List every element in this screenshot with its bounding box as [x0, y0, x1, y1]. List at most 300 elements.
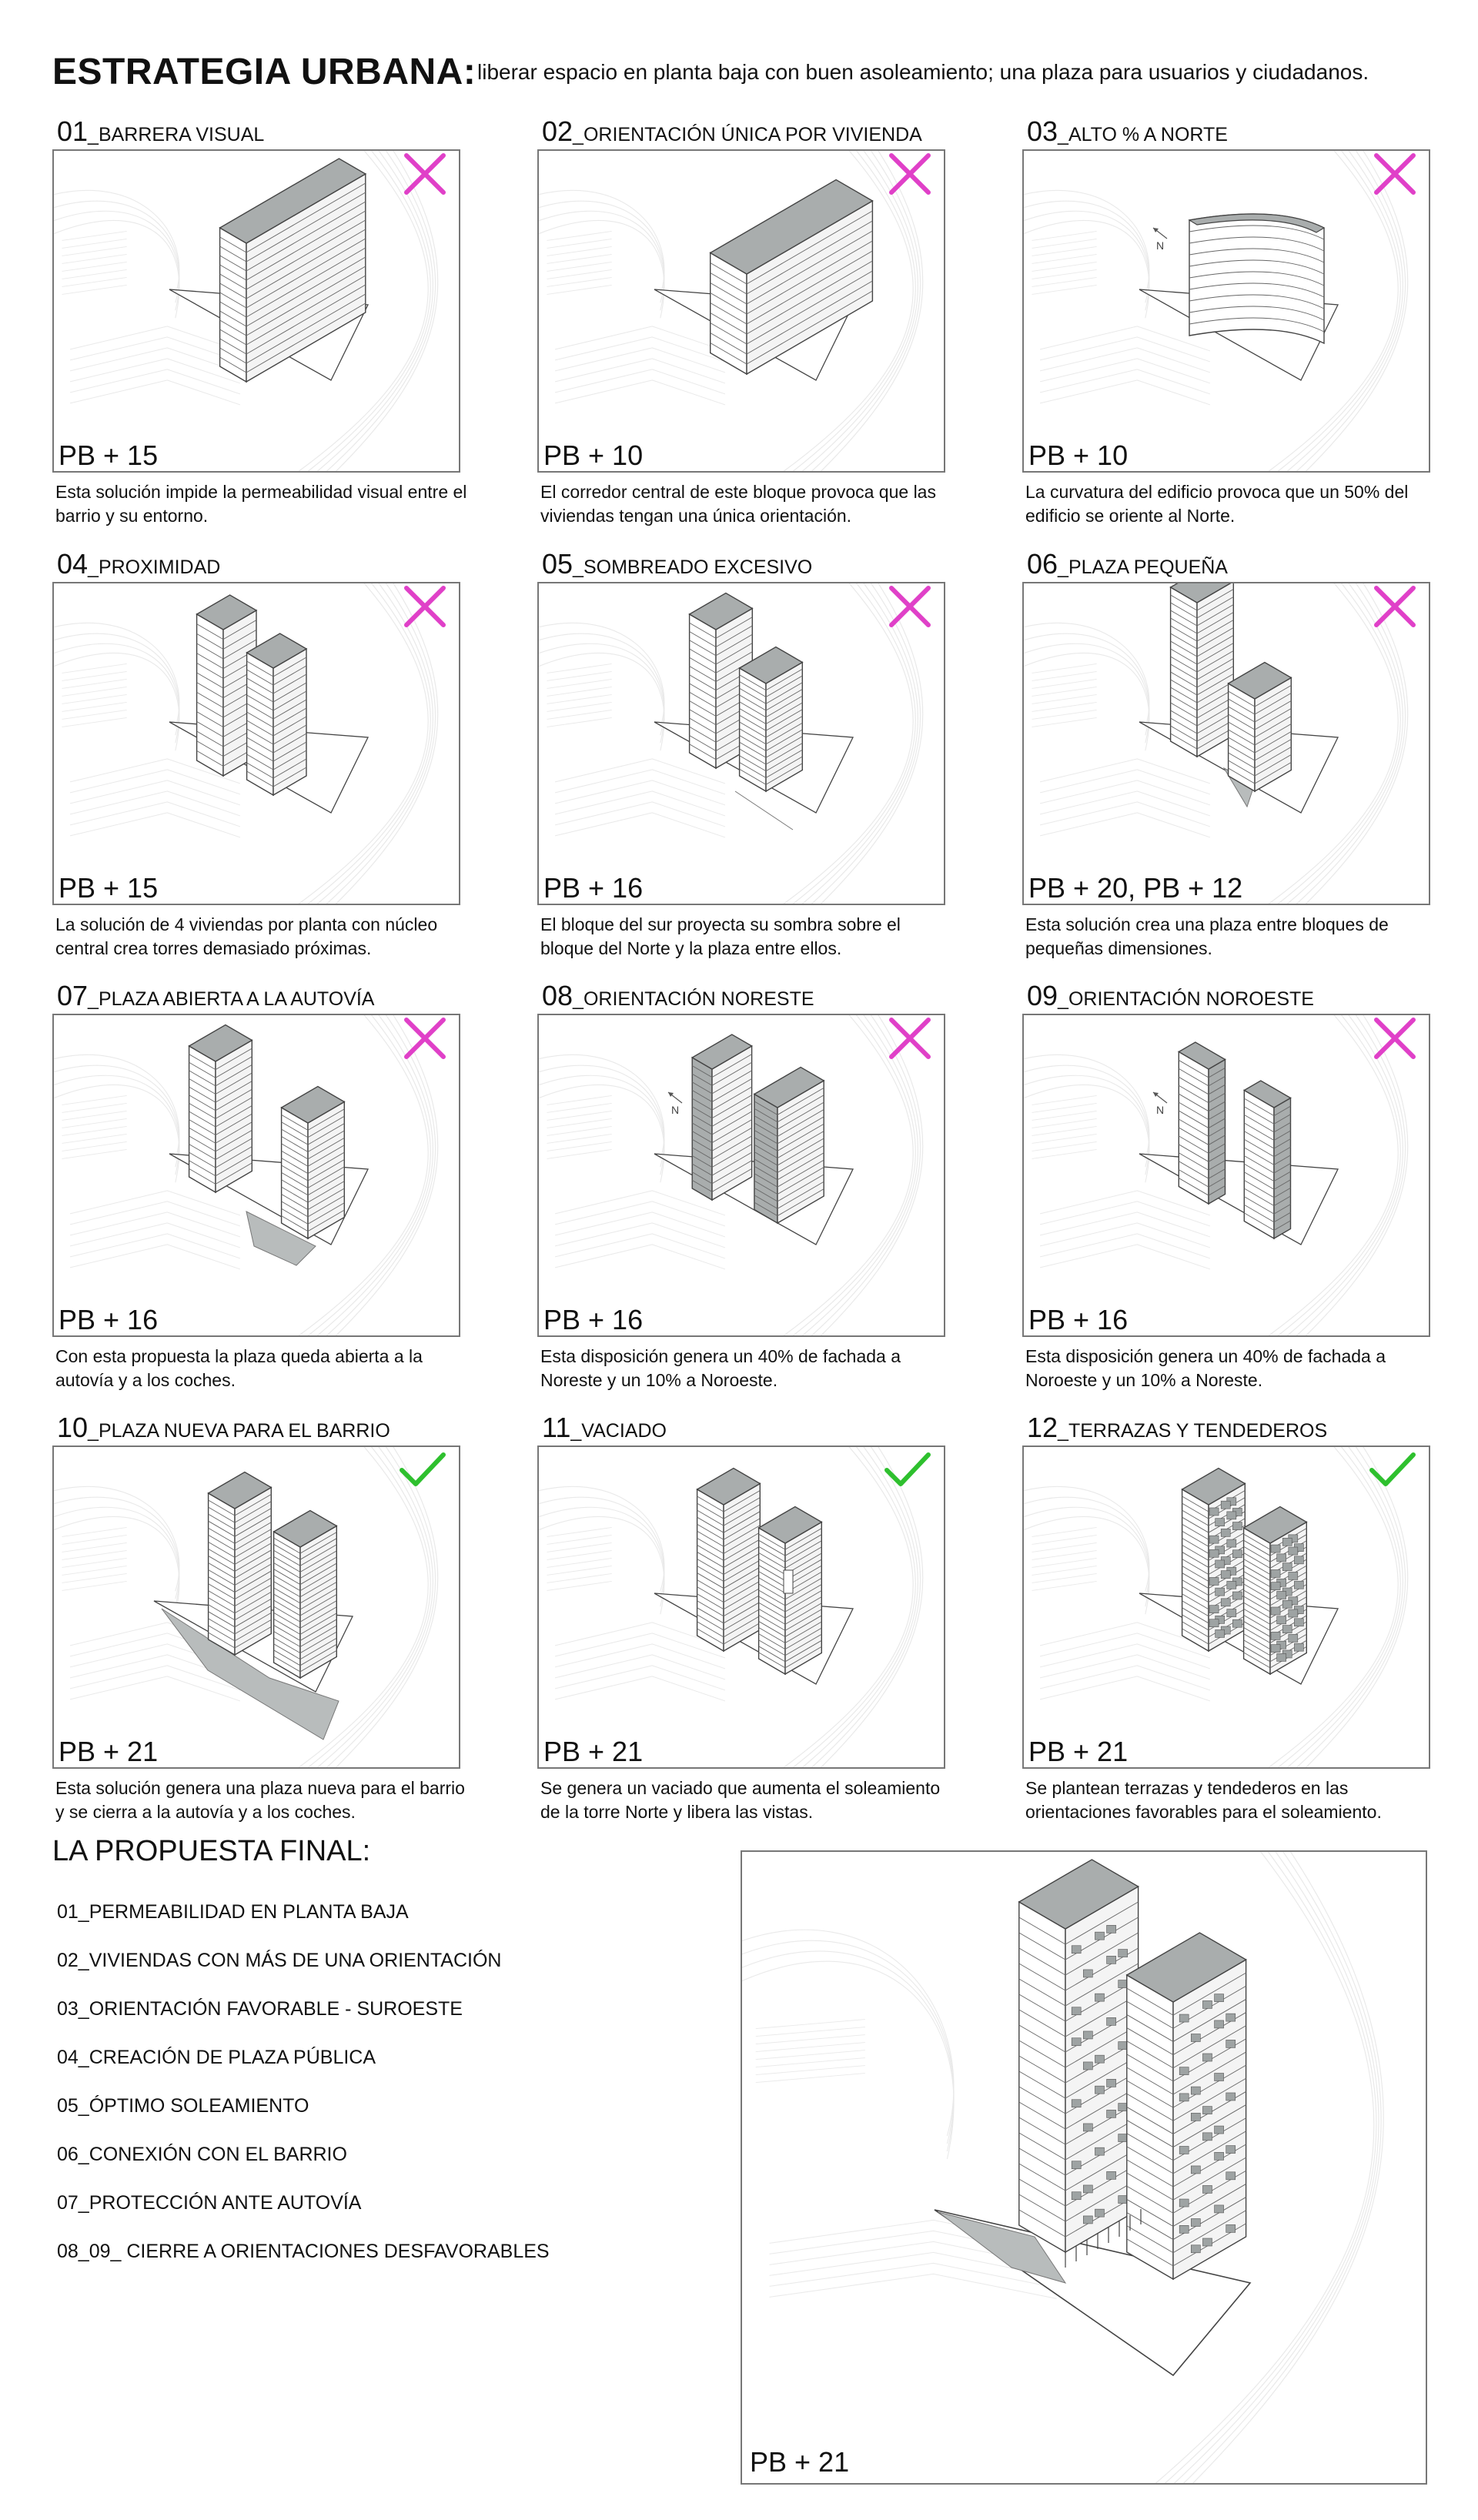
context-block [1032, 262, 1097, 271]
tower-slab [711, 180, 873, 375]
facade-left [759, 1528, 785, 1674]
facade-left [1127, 1975, 1173, 2279]
context-block [1032, 1134, 1097, 1143]
terrace [1289, 1572, 1298, 1579]
context-block [70, 1245, 240, 1269]
panel-label: _PROXIMIDAD [88, 556, 221, 578]
final-floor-count: PB + 21 [750, 2446, 854, 2478]
context-block [1040, 1223, 1210, 1248]
context-block [1040, 1655, 1210, 1679]
panel-label: _ALTO % A NORTE [1058, 124, 1228, 145]
road-curve [539, 653, 664, 750]
terrace [1271, 1545, 1280, 1552]
terrace [1289, 1634, 1298, 1642]
panel-title [1027, 980, 1314, 1012]
context-block [547, 702, 612, 711]
context-block [1032, 694, 1097, 704]
terrace [1191, 2087, 1200, 2094]
page-title: ESTRATEGIA URBANA: [52, 52, 477, 92]
facade-left [1019, 1902, 1065, 2252]
terrace [1179, 2067, 1189, 2075]
context-block [555, 780, 725, 805]
context-block [1040, 1245, 1210, 1269]
context-block [555, 1223, 725, 1248]
context-block [1040, 380, 1210, 405]
context-block [1032, 710, 1097, 719]
context-block [547, 1134, 612, 1143]
tower-south [282, 1087, 345, 1239]
terrace [1282, 1563, 1292, 1571]
context-block [62, 1141, 127, 1151]
context-block [62, 1118, 127, 1128]
context-block [70, 1212, 240, 1237]
road-curve [1024, 633, 1149, 735]
terrace [1277, 1554, 1286, 1562]
page-subtitle: liberar espacio en planta baja con buen asoleamiento; una plaza para usuarios y ciudadanos. [477, 60, 1369, 84]
road-curve [1024, 201, 1149, 302]
terrace [1107, 2110, 1116, 2117]
cross-icon [1376, 588, 1413, 625]
panel-title [57, 548, 220, 580]
check-icon [1372, 1455, 1413, 1484]
road-curve [539, 1085, 664, 1182]
context-block [555, 813, 725, 837]
terrace [1095, 2209, 1104, 2217]
terrace [1179, 2225, 1189, 2233]
terrace [1095, 2147, 1104, 2155]
context-block [1040, 348, 1210, 373]
context-block [1032, 1111, 1097, 1120]
terrace [1277, 1616, 1286, 1624]
panel-description: La solución de 4 viviendas por planta con núcleo central crea torres demasiado próximas. [55, 914, 438, 958]
context-block [555, 770, 725, 794]
context-block [547, 694, 612, 704]
terrace [1202, 2185, 1212, 2193]
context-block [547, 717, 612, 727]
terrace [1282, 1538, 1292, 1546]
check-icon [887, 1455, 928, 1484]
terrace [1191, 2113, 1200, 2121]
context-block [547, 254, 612, 263]
context-block [756, 2074, 865, 2083]
terrace [1072, 2192, 1081, 2200]
panel-diagram [537, 1014, 945, 1337]
context-block [547, 1550, 612, 1559]
terrace [1216, 1588, 1225, 1596]
terrace [1119, 1950, 1128, 1957]
terrace [1119, 2104, 1128, 2111]
terrace [1277, 1653, 1286, 1661]
terrace [1107, 2079, 1116, 2087]
road-curve [319, 1447, 437, 1767]
context-block [555, 1202, 725, 1226]
context-block [62, 1542, 127, 1552]
context-block [547, 239, 612, 248]
tower-south [740, 647, 803, 792]
context-block [70, 1191, 240, 1215]
road-curve [742, 1940, 954, 2144]
context-block [1040, 369, 1210, 394]
context-block [1040, 791, 1210, 816]
road-curve [54, 1065, 179, 1167]
terrace [1221, 1599, 1230, 1606]
terrace [1216, 1519, 1225, 1526]
context-block [547, 687, 612, 696]
panel-diagram [537, 1445, 945, 1769]
road-curve [54, 220, 179, 318]
context-block [62, 269, 127, 279]
header [52, 51, 1438, 97]
context-block [1040, 1212, 1210, 1237]
context-block [62, 717, 127, 727]
context-block [1032, 231, 1097, 240]
context-block [62, 1134, 127, 1143]
context-block [547, 1566, 612, 1575]
panel-diagram [52, 582, 460, 905]
context-block [62, 1558, 127, 1567]
axonometric-drawing [539, 1015, 944, 1335]
terrace [1202, 2238, 1212, 2246]
context-block [62, 1095, 127, 1105]
tower-south [1244, 1081, 1290, 1238]
tower-south [1127, 1933, 1246, 2279]
terrace [1271, 1607, 1280, 1615]
context-block [1032, 1149, 1097, 1158]
check-mark [402, 1455, 443, 1484]
terrace [1095, 2086, 1104, 2094]
context-block [1032, 1573, 1097, 1583]
panel-diagram [52, 149, 460, 473]
context-block [62, 694, 127, 704]
panel-diagram [1022, 582, 1430, 905]
road-curve [539, 1065, 664, 1167]
final-proposal-list [57, 1901, 550, 2289]
axonometric-drawing [1024, 1447, 1429, 1767]
terrace [1107, 2017, 1116, 2025]
panel-title [57, 115, 264, 148]
panel-diagram [52, 1445, 460, 1769]
check-mark [1372, 1455, 1413, 1484]
context-block [547, 1527, 612, 1536]
cross-icon [891, 588, 928, 625]
context-block [547, 671, 612, 680]
context-block [70, 1234, 240, 1258]
facade-left [1182, 1489, 1209, 1651]
context-block [1040, 326, 1210, 351]
floor-count: PB + 21 [1028, 1736, 1131, 1767]
context-block [547, 1558, 612, 1567]
context-block [1032, 1535, 1097, 1544]
context-block [547, 663, 612, 673]
context-block [62, 285, 127, 294]
cross-icon [1376, 1020, 1413, 1057]
context-block [62, 246, 127, 256]
panel-number: 12 [1027, 1412, 1058, 1443]
panel-description: El bloque del sur proyecta su sombra sobre el bloque del Norte y la plaza entre ellos. [540, 914, 901, 958]
context-block [555, 1234, 725, 1258]
panel-description: Esta solución impide la permeabilidad visual entre el barrio y su entorno. [55, 482, 467, 526]
site-platform [1139, 1154, 1338, 1245]
list-item: 07_PROTECCIÓN ANTE AUTOVÍA [57, 2192, 362, 2214]
check-icon [402, 1455, 443, 1484]
terrace [1215, 2020, 1224, 2028]
context-block [1032, 1527, 1097, 1536]
context-block [547, 1542, 612, 1552]
axonometric-drawing [1024, 583, 1429, 904]
panel-number: 05 [542, 548, 573, 580]
context-block [1040, 780, 1210, 805]
context-block [70, 369, 240, 394]
panel-number: 10 [57, 1412, 89, 1443]
terrace [1294, 1643, 1303, 1651]
context-block [1032, 277, 1097, 286]
context-block [62, 1126, 127, 1135]
context-block [547, 277, 612, 286]
axonometric-drawing [539, 1447, 944, 1767]
context-block [756, 2058, 865, 2067]
context-block [70, 337, 240, 362]
context-block [62, 1573, 127, 1583]
panel-label: _SOMBREADO EXCESIVO [573, 556, 813, 578]
terrace [1209, 1606, 1219, 1613]
tower-south [247, 633, 306, 795]
context-block [1040, 770, 1210, 794]
context-block [62, 1581, 127, 1590]
terrace [1083, 1970, 1092, 1977]
context-block [1032, 1542, 1097, 1552]
axonometric-drawing [1024, 151, 1429, 471]
road-curve [54, 201, 179, 302]
terrace [1119, 1980, 1128, 1988]
panel-description: Esta disposición genera un 40% de fachada a Noroeste y un 10% a Noreste. [1025, 1346, 1386, 1390]
context-block [1032, 269, 1097, 279]
context-block [555, 759, 725, 784]
panel-title [1027, 548, 1228, 580]
axonometric-drawing [54, 1015, 459, 1335]
context-block [1032, 1126, 1097, 1135]
terrace [1271, 1569, 1280, 1577]
context-block [555, 348, 725, 373]
terrace [1215, 2073, 1224, 2081]
terrace [1215, 2205, 1224, 2213]
context-block [70, 780, 240, 805]
context-block [555, 802, 725, 827]
context-block [547, 1581, 612, 1590]
final-proposal-title: LA PROPUESTA FINAL: [52, 1835, 371, 1867]
road-curve [1024, 1085, 1149, 1182]
terrace [1215, 1994, 1224, 2002]
terrace [1191, 2166, 1200, 2174]
panel-title [57, 980, 374, 1012]
north-label: N [1156, 239, 1165, 252]
context-block [547, 1141, 612, 1151]
tower-low [1229, 663, 1292, 792]
panel-diagram [537, 149, 945, 473]
terrace [1179, 2199, 1189, 2207]
context-block [547, 710, 612, 719]
tower-north [1019, 1860, 1139, 2252]
context-block [547, 679, 612, 688]
facade-left [274, 1532, 300, 1678]
void-cut [784, 1570, 793, 1593]
terrace [1226, 2224, 1236, 2232]
terrace [1226, 2040, 1236, 2047]
cross-icon [406, 1020, 443, 1057]
final-proposal-diagram [741, 1850, 1427, 2485]
context-block [1032, 1095, 1097, 1105]
terrace [1209, 1536, 1219, 1543]
context-block [547, 1103, 612, 1112]
terrace [1271, 1645, 1280, 1653]
context-block [62, 710, 127, 719]
terrace [1232, 1550, 1242, 1558]
context-block [555, 380, 725, 405]
context-block [62, 1535, 127, 1544]
panel-number: 04 [57, 548, 89, 580]
context-block [547, 246, 612, 256]
terrace [1271, 1632, 1280, 1639]
context-block [756, 2050, 865, 2060]
terrace [1072, 1946, 1081, 1954]
context-block [70, 802, 240, 827]
floor-count: PB + 20, PB + 12 [1028, 873, 1246, 904]
terrace [1227, 1581, 1236, 1589]
context-block [547, 1149, 612, 1158]
context-block [547, 231, 612, 240]
terrace [1083, 2124, 1092, 2131]
context-block [62, 679, 127, 688]
terrace [1232, 1619, 1242, 1627]
panel-number: 08 [542, 980, 573, 1011]
road-curve [54, 633, 179, 735]
list-item: 02_VIVIENDAS CON MÁS DE UNA ORIENTACIÓN [57, 1950, 502, 1971]
panel-description: Con esta propuesta la plaza queda abierta a la autovía y a los coches. [55, 1346, 423, 1390]
terrace [1107, 2171, 1116, 2179]
context-block [1032, 246, 1097, 256]
context-block [547, 285, 612, 294]
tower-north [189, 1025, 252, 1193]
context-block [62, 663, 127, 673]
context-block [70, 1676, 240, 1701]
context-block [1040, 1202, 1210, 1226]
context-block [1032, 1141, 1097, 1151]
context-block [1040, 1191, 1210, 1215]
panel-number: 09 [1027, 980, 1058, 1011]
terrace [1226, 2172, 1236, 2180]
context-block [555, 1666, 725, 1690]
terrace [1289, 1547, 1298, 1555]
panel-number: 11 [542, 1412, 571, 1443]
context-block [1032, 1118, 1097, 1128]
context-block [62, 687, 127, 696]
terrace [1282, 1600, 1292, 1608]
road-curve [1024, 1516, 1149, 1614]
panel-description: El corredor central de este bloque provoca que las viviendas tengan una única orientación. [540, 482, 936, 526]
panel-title [57, 1412, 390, 1444]
panel-title [542, 980, 814, 1012]
terrace [1221, 1501, 1230, 1509]
road-curve [539, 1516, 664, 1614]
terrace [1072, 2038, 1081, 2046]
north-label: N [671, 1104, 680, 1116]
panel-number: 07 [57, 980, 89, 1011]
terrace [1277, 1591, 1286, 1599]
facade-left [209, 1493, 235, 1655]
context-block [62, 1111, 127, 1120]
context-block [62, 231, 127, 240]
terrace [1072, 2007, 1081, 2015]
panel-description: Esta solución crea una plaza entre bloques de pequeñas dimensiones. [1025, 914, 1389, 958]
terrace [1083, 2216, 1092, 2224]
panel-number: 03 [1027, 115, 1058, 147]
terrace [1095, 1994, 1104, 2001]
context-block [1040, 802, 1210, 827]
floor-count: PB + 15 [59, 873, 161, 904]
context-block [1032, 239, 1097, 248]
panel-title [542, 548, 812, 580]
context-block [1032, 1566, 1097, 1575]
facade-left [697, 1489, 724, 1651]
list-item: 04_CREACIÓN DE PLAZA PÚBLICA [57, 2047, 376, 2068]
floor-count: PB + 16 [543, 1305, 646, 1335]
terrace [1294, 1556, 1303, 1564]
context-block [70, 813, 240, 837]
final-axonometric-drawing [742, 1852, 1426, 2483]
context-block [1032, 1550, 1097, 1559]
curved-block [1189, 214, 1324, 343]
cross-icon [891, 155, 928, 192]
road-curve [54, 1516, 179, 1614]
context-block [555, 337, 725, 362]
context-block [1040, 337, 1210, 362]
context-block [555, 791, 725, 816]
tower-north [209, 1472, 272, 1656]
context-block [1032, 285, 1097, 294]
context-block [62, 1550, 127, 1559]
road-curve [1024, 220, 1149, 318]
terrace [1216, 1629, 1225, 1637]
floor-count: PB + 16 [1028, 1305, 1131, 1335]
context-block [70, 1202, 240, 1226]
context-block [547, 1111, 612, 1120]
context-block [756, 2020, 865, 2029]
road-curve [1024, 1497, 1149, 1599]
road-curve [742, 1951, 954, 2151]
context-block [547, 1126, 612, 1135]
panel-label: _VACIADO [570, 1420, 667, 1442]
terrace [1083, 2031, 1092, 2039]
context-block [70, 326, 240, 351]
context-block [1032, 663, 1097, 673]
axonometric-drawing [1024, 1015, 1429, 1335]
panel-label: _TERRAZAS Y TENDEDEROS [1058, 1420, 1328, 1442]
context-block [62, 1103, 127, 1112]
north-arrow [668, 1092, 682, 1116]
context-block [555, 369, 725, 394]
tower-tall [1171, 583, 1234, 757]
terrace [1202, 2000, 1212, 2008]
terrace [1107, 1925, 1116, 1933]
terrace [1191, 2034, 1200, 2042]
context-block [555, 1655, 725, 1679]
context-block [62, 277, 127, 286]
panel-description: Esta disposición genera un 40% de fachada a Noreste y un 10% a Noroeste. [540, 1346, 901, 1390]
context-block [70, 348, 240, 373]
terrace [1227, 1512, 1236, 1519]
terrace [1209, 1577, 1219, 1585]
context-block [70, 791, 240, 816]
north-label: N [1156, 1104, 1165, 1116]
